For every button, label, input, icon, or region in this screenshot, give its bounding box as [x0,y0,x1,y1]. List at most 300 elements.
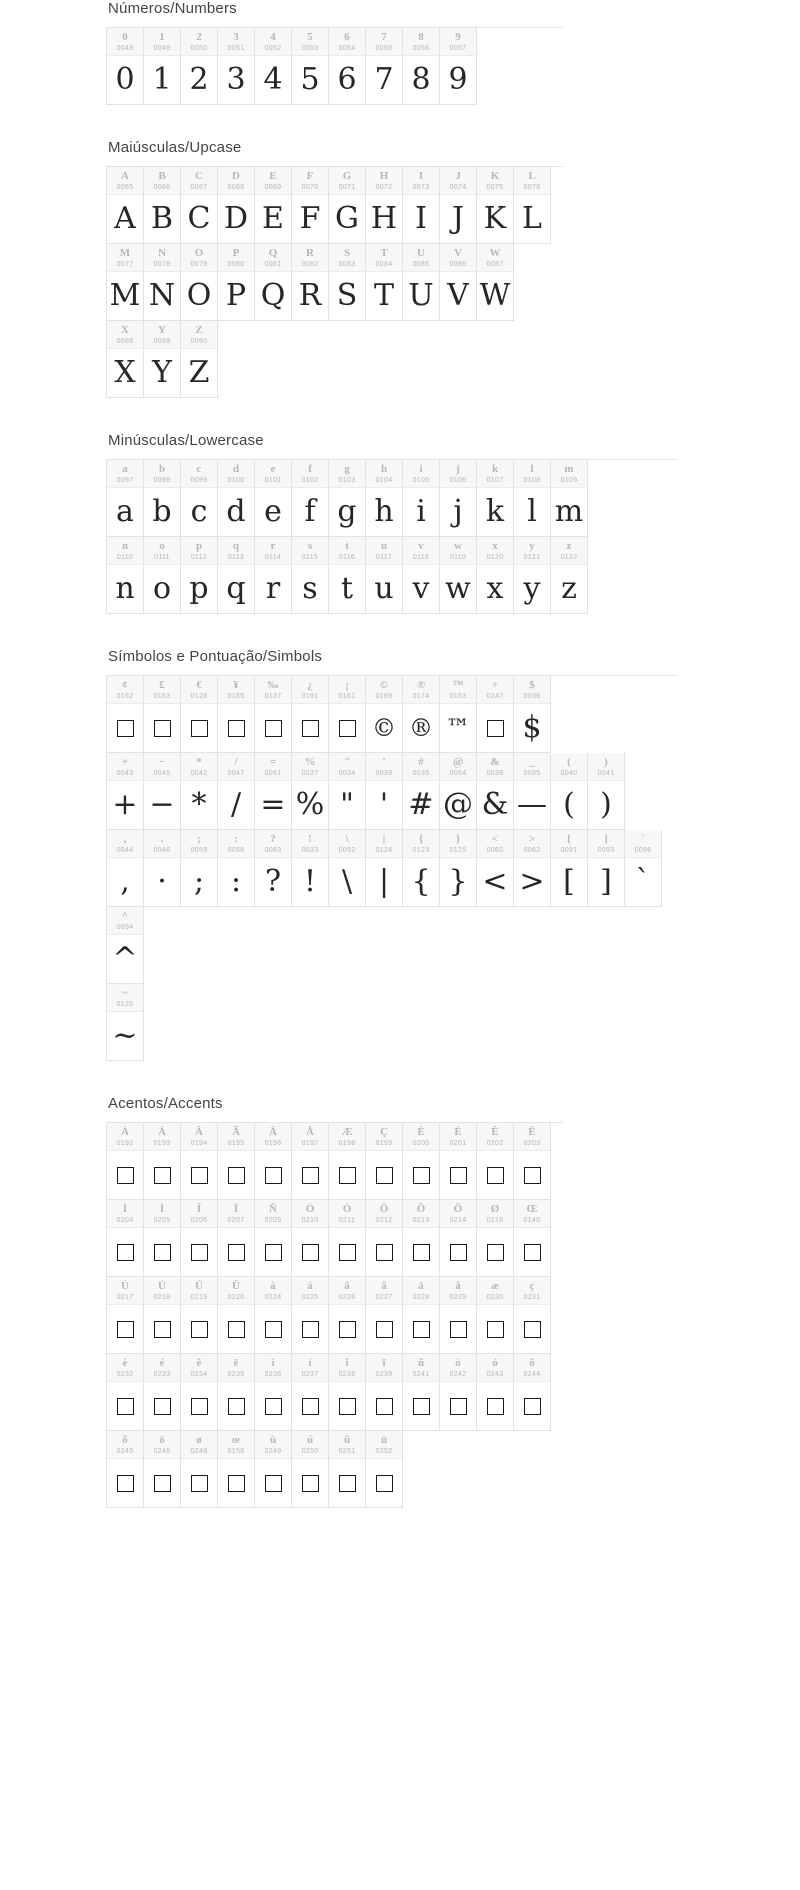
glyph-char-label: € [196,679,202,691]
glyph-char-label: Ô [379,1203,389,1215]
glyph-cell-header [181,28,217,56]
glyph-cell-header [144,1277,180,1305]
glyph-cell[interactable] [107,28,144,105]
glyph-cell-header [218,167,254,195]
glyph-cell[interactable] [403,167,440,244]
glyph-cell[interactable] [329,537,366,614]
glyph-preview: < [482,864,508,899]
glyph-preview: P [225,278,247,313]
glyph-cell[interactable] [218,28,255,105]
glyph-char-label: " [343,756,351,768]
glyph-char-label: | [382,833,386,845]
glyph-cell[interactable] [403,676,440,753]
glyph-cell[interactable] [625,830,662,907]
glyph-cell[interactable] [329,460,366,537]
glyph-cell[interactable] [366,830,403,907]
glyph-cell[interactable] [440,460,477,537]
glyph-cell[interactable] [181,321,218,398]
missing-glyph-icon [376,1321,393,1338]
glyph-char-label: h [380,463,388,475]
glyph-cell[interactable] [144,28,181,105]
glyph-char-label: F [306,170,314,182]
glyph-char-label: Ì [122,1203,128,1215]
glyph-cell[interactable] [366,28,403,105]
glyph-cell[interactable] [255,537,292,614]
glyph-cell[interactable] [366,167,403,244]
glyph-preview [181,704,217,752]
glyph-cell[interactable] [218,537,255,614]
glyph-cell[interactable] [477,244,514,321]
missing-glyph-icon [376,1244,393,1261]
glyph-cell[interactable] [292,537,329,614]
glyph-cell-header [329,167,365,195]
glyph-cell-header [403,1123,439,1151]
glyph-cell-header [514,1123,550,1151]
glyph-cell[interactable] [403,28,440,105]
glyph-char-label: Í [159,1203,165,1215]
glyph-cell[interactable] [107,1200,144,1277]
glyph-cell[interactable] [477,167,514,244]
missing-glyph-icon [265,1475,282,1492]
glyph-cell[interactable] [440,676,477,753]
glyph-cell[interactable] [181,1200,218,1277]
glyph-cell[interactable] [292,1200,329,1277]
glyph-code-label: 0066 [153,184,171,191]
glyph-cell[interactable] [403,460,440,537]
glyph-char-label: e [270,463,276,475]
glyph-cell[interactable] [181,1277,218,1354]
glyph-cell[interactable] [440,1354,477,1431]
glyph-cell[interactable] [403,1200,440,1277]
glyph-cell[interactable] [329,28,366,105]
glyph-cell-header [477,1200,513,1228]
glyph-cell[interactable] [477,460,514,537]
glyph-cell[interactable] [514,1200,551,1277]
glyph-cell-header [181,1123,217,1151]
glyph-code-label: 0116 [338,554,356,561]
glyph-cell[interactable] [440,1200,477,1277]
glyph-cell[interactable] [440,1123,477,1200]
glyph-preview: ; [193,864,205,899]
glyph-cell[interactable] [218,753,255,830]
glyph-char-label: É [454,1126,462,1138]
glyph-cell[interactable] [329,1123,366,1200]
missing-glyph-icon [265,1167,282,1184]
glyph-cell-header [218,753,254,781]
glyph-code-label: 0242 [449,1371,467,1378]
glyph-cell[interactable] [403,1354,440,1431]
glyph-cell-header [218,1277,254,1305]
glyph-cell[interactable] [588,753,625,830]
glyph-code-label: 0137 [264,693,282,700]
glyph-cell[interactable] [403,1277,440,1354]
glyph-cell[interactable] [514,753,551,830]
glyph-cell[interactable] [107,984,144,1061]
glyph-cell[interactable] [181,244,218,321]
glyph-char-label: å [455,1280,461,1292]
glyph-cell-header [440,1200,476,1228]
glyph-cell[interactable] [255,28,292,105]
glyph-cell[interactable] [403,244,440,321]
glyph-cell[interactable] [514,830,551,907]
glyph-cell[interactable] [551,830,588,907]
glyph-cell[interactable] [551,460,588,537]
glyph-cell[interactable] [218,1123,255,1200]
glyph-cell-header [329,1354,365,1382]
glyph-code-label: 0235 [227,1371,245,1378]
glyph-cell[interactable] [292,1354,329,1431]
glyph-cell[interactable] [292,460,329,537]
glyph-char-label: ¡ [345,679,349,691]
glyph-cell[interactable] [255,1200,292,1277]
glyph-preview [218,1305,254,1353]
glyph-char-label: o [159,540,165,552]
glyph-cell[interactable] [477,537,514,614]
glyph-code-label: 0100 [227,477,245,484]
glyph-cell-header [181,460,217,488]
glyph-cell[interactable] [218,460,255,537]
glyph-cell[interactable] [144,167,181,244]
glyph-cell[interactable] [107,676,144,753]
glyph-cell[interactable] [329,830,366,907]
glyph-preview [329,1459,365,1507]
glyph-cell[interactable] [107,321,144,398]
missing-glyph-icon [487,1398,504,1415]
glyph-char-label: S [343,247,351,259]
glyph-code-label: 0196 [264,1140,282,1147]
glyph-char-label: ) [604,756,608,768]
glyph-cell[interactable] [514,167,551,244]
glyph-cell[interactable] [144,460,181,537]
glyph-cell-header [329,1431,365,1459]
glyph-char-label: ÷ [491,679,499,691]
glyph-cell-header [477,753,513,781]
glyph-preview [366,1305,402,1353]
glyph-cell[interactable] [440,1277,477,1354]
glyph-cell[interactable] [255,676,292,753]
glyph-cell[interactable] [255,460,292,537]
glyph-preview: p [189,571,209,606]
glyph-cell[interactable] [329,244,366,321]
glyph-cell[interactable] [107,1431,144,1508]
glyph-cell[interactable] [292,1431,329,1508]
glyph-char-label: ! [308,833,312,845]
glyph-preview [366,1459,402,1507]
glyph-code-label: 0059 [190,847,208,854]
glyph-cell[interactable] [107,907,144,984]
glyph-code-label: 0224 [264,1294,282,1301]
glyph-char-label: â [344,1280,350,1292]
glyph-cell[interactable] [514,1277,551,1354]
glyph-char-label: 1 [159,31,165,43]
glyph-cell[interactable] [329,1200,366,1277]
glyph-char-label: Ü [232,1280,240,1292]
glyph-preview [329,1382,365,1430]
glyph-cell[interactable] [181,1431,218,1508]
glyph-cell[interactable] [107,753,144,830]
glyph-preview: > [519,864,545,899]
glyph-cell[interactable] [255,753,292,830]
glyph-cell[interactable] [292,28,329,105]
glyph-cell[interactable] [292,1123,329,1200]
glyph-cell[interactable] [440,244,477,321]
glyph-char-label: Ñ [269,1203,277,1215]
glyph-cell[interactable] [107,537,144,614]
missing-glyph-icon [154,1167,171,1184]
glyph-code-label: 0039 [375,770,393,777]
glyph-code-label: 0163 [153,693,171,700]
glyph-code-label: 0236 [264,1371,282,1378]
glyph-preview [403,1151,439,1199]
glyph-cell[interactable] [181,28,218,105]
glyph-char-label: % [304,756,316,768]
missing-glyph-icon [376,1475,393,1492]
glyph-cell-header [477,1123,513,1151]
glyph-cell[interactable] [292,244,329,321]
glyph-char-label: ‰ [267,679,279,691]
glyph-cell-header [107,321,143,349]
glyph-cell[interactable] [588,830,625,907]
glyph-cell[interactable] [403,1123,440,1200]
glyph-cell[interactable] [551,537,588,614]
glyph-cell[interactable] [551,753,588,830]
glyph-cell[interactable] [218,1431,255,1508]
glyph-cell[interactable] [107,1354,144,1431]
glyph-cell[interactable] [329,167,366,244]
glyph-char-label: è [122,1357,128,1369]
glyph-cell[interactable] [514,460,551,537]
glyph-code-label: 0243 [486,1371,504,1378]
glyph-cell[interactable] [144,1277,181,1354]
glyph-code-label: 0239 [375,1371,393,1378]
glyph-code-label: 0033 [301,847,319,854]
glyph-cell[interactable] [366,244,403,321]
glyph-preview [107,1382,143,1430]
glyph-preview [255,1459,291,1507]
glyph-cell[interactable] [477,1123,514,1200]
glyph-cell[interactable] [144,244,181,321]
glyph-cell[interactable] [181,676,218,753]
glyph-cell[interactable] [514,1123,551,1200]
glyph-cell-header [292,1123,328,1151]
glyph-cell-header [477,676,513,704]
glyph-preview: t [340,571,354,606]
glyph-cell[interactable] [366,753,403,830]
glyph-cell[interactable] [181,167,218,244]
glyph-preview [218,1459,254,1507]
glyph-cell[interactable] [181,753,218,830]
glyph-code-label: 0110 [116,554,134,561]
glyph-cell[interactable] [144,753,181,830]
glyph-cell[interactable] [477,830,514,907]
glyph-cell[interactable] [366,1123,403,1200]
glyph-cell[interactable] [218,676,255,753]
glyph-preview: \ [341,864,353,899]
glyph-code-label: 0192 [116,1140,134,1147]
glyph-cell[interactable] [218,167,255,244]
glyph-cell[interactable] [292,830,329,907]
glyph-cell[interactable] [255,1277,292,1354]
glyph-cell-header [292,537,328,565]
glyph-cell-header [255,830,291,858]
glyph-cell[interactable] [107,167,144,244]
glyph-code-label: 0205 [153,1217,171,1224]
glyph-cell[interactable] [181,830,218,907]
section-title: Minúsculas/Lowercase [108,432,264,449]
glyph-char-label: ï [382,1357,386,1369]
glyph-cell[interactable] [477,1277,514,1354]
glyph-cell[interactable] [181,537,218,614]
glyph-char-label: Œ [526,1203,538,1215]
glyph-char-label: Å [306,1126,314,1138]
glyph-code-label: 0089 [153,338,171,345]
glyph-cell[interactable] [440,830,477,907]
glyph-code-label: 0123 [412,847,430,854]
glyph-cell[interactable] [366,1277,403,1354]
glyph-cell[interactable] [255,167,292,244]
glyph-cell[interactable] [144,537,181,614]
glyph-cell-header [107,830,143,858]
glyph-cell[interactable] [255,830,292,907]
missing-glyph-icon [450,1167,467,1184]
glyph-char-label: í [308,1357,312,1369]
missing-glyph-icon [339,1244,356,1261]
glyph-cell[interactable] [255,1354,292,1431]
section-title: Números/Numbers [108,0,237,17]
glyph-cell[interactable] [366,676,403,753]
glyph-cell[interactable] [366,460,403,537]
missing-glyph-icon [413,1244,430,1261]
glyph-cell-header [477,244,513,272]
glyph-code-label: 0201 [449,1140,467,1147]
glyph-cell[interactable] [218,1277,255,1354]
glyph-cell[interactable] [366,1431,403,1508]
glyph-char-label: 2 [196,31,202,43]
glyph-preview [403,1305,439,1353]
glyph-code-label: 0211 [338,1217,356,1224]
glyph-char-label: g [344,463,350,475]
glyph-cell[interactable] [107,830,144,907]
glyph-cell[interactable] [144,1200,181,1277]
glyph-cell[interactable] [255,1123,292,1200]
glyph-char-label: ú [306,1434,314,1446]
glyph-preview: j [453,494,463,529]
glyph-cell-header [477,537,513,565]
glyph-cell[interactable] [181,1123,218,1200]
glyph-char-label: ô [529,1357,535,1369]
glyph-cell[interactable] [144,1123,181,1200]
glyph-cell[interactable] [514,676,551,753]
glyph-section [0,139,800,398]
glyph-cell[interactable] [329,1354,366,1431]
glyph-cell[interactable] [514,1354,551,1431]
glyph-char-label: z [566,540,572,552]
glyph-cell-header [366,830,402,858]
glyph-cell[interactable] [181,460,218,537]
glyph-char-label: ] [604,833,608,845]
glyph-cell[interactable] [107,1277,144,1354]
glyph-cell[interactable] [107,460,144,537]
glyph-cell[interactable] [144,1354,181,1431]
glyph-cell[interactable] [292,167,329,244]
glyph-cell[interactable] [181,1354,218,1431]
glyph-char-label: G [342,170,352,182]
glyph-cell[interactable] [107,244,144,321]
glyph-cell[interactable] [255,244,292,321]
glyph-cell[interactable] [329,1431,366,1508]
glyph-cell[interactable] [144,676,181,753]
glyph-preview: B [150,201,174,236]
glyph-cell[interactable] [477,1200,514,1277]
glyph-preview [292,704,328,752]
glyph-cell[interactable] [218,1354,255,1431]
glyph-char-label: a [122,463,128,475]
glyph-cell[interactable] [218,830,255,907]
glyph-cell[interactable] [440,28,477,105]
glyph-cell[interactable] [144,1431,181,1508]
glyph-cell-header [181,1431,217,1459]
glyph-cell[interactable] [329,1277,366,1354]
glyph-cell[interactable] [218,244,255,321]
missing-glyph-icon [265,1321,282,1338]
glyph-cell[interactable] [477,1354,514,1431]
glyph-preview: r [265,571,281,606]
glyph-cell-header [292,28,328,56]
glyph-code-label: 0102 [301,477,319,484]
glyph-cell[interactable] [366,537,403,614]
glyph-cell[interactable] [144,830,181,907]
glyph-code-label: 0194 [190,1140,208,1147]
glyph-preview: V [447,278,469,313]
glyph-cell[interactable] [514,537,551,614]
glyph-char-label: } [455,833,461,845]
glyph-cell[interactable] [292,676,329,753]
glyph-cell[interactable] [403,537,440,614]
glyph-cell[interactable] [366,1200,403,1277]
glyph-cell-header [255,244,291,272]
glyph-cell[interactable] [329,753,366,830]
glyph-cell[interactable] [292,753,329,830]
glyph-cell[interactable] [329,676,366,753]
glyph-cell[interactable] [440,537,477,614]
glyph-cell[interactable] [366,1354,403,1431]
glyph-cell[interactable] [403,753,440,830]
glyph-code-label: 0156 [227,1448,245,1455]
glyph-cell[interactable] [440,167,477,244]
glyph-cell[interactable] [218,1200,255,1277]
glyph-preview: 0 [115,62,135,97]
glyph-char-label: Ê [491,1126,499,1138]
glyph-code-label: 0096 [634,847,652,854]
glyph-code-label: 0062 [523,847,541,854]
glyph-preview: ? [264,864,282,899]
glyph-cell-header [477,167,513,195]
glyph-cell[interactable] [292,1277,329,1354]
glyph-cell[interactable] [255,1431,292,1508]
glyph-char-label: W [489,247,501,259]
glyph-preview: W [479,278,511,313]
glyph-preview: I [415,201,427,236]
glyph-cell[interactable] [477,753,514,830]
glyph-cell[interactable] [477,676,514,753]
glyph-cell[interactable] [403,830,440,907]
missing-glyph-icon [191,1321,208,1338]
glyph-code-label: 0088 [116,338,134,345]
glyph-cell-header [181,676,217,704]
glyph-cell[interactable] [144,321,181,398]
glyph-cell[interactable] [107,1123,144,1200]
glyph-cell[interactable] [440,753,477,830]
